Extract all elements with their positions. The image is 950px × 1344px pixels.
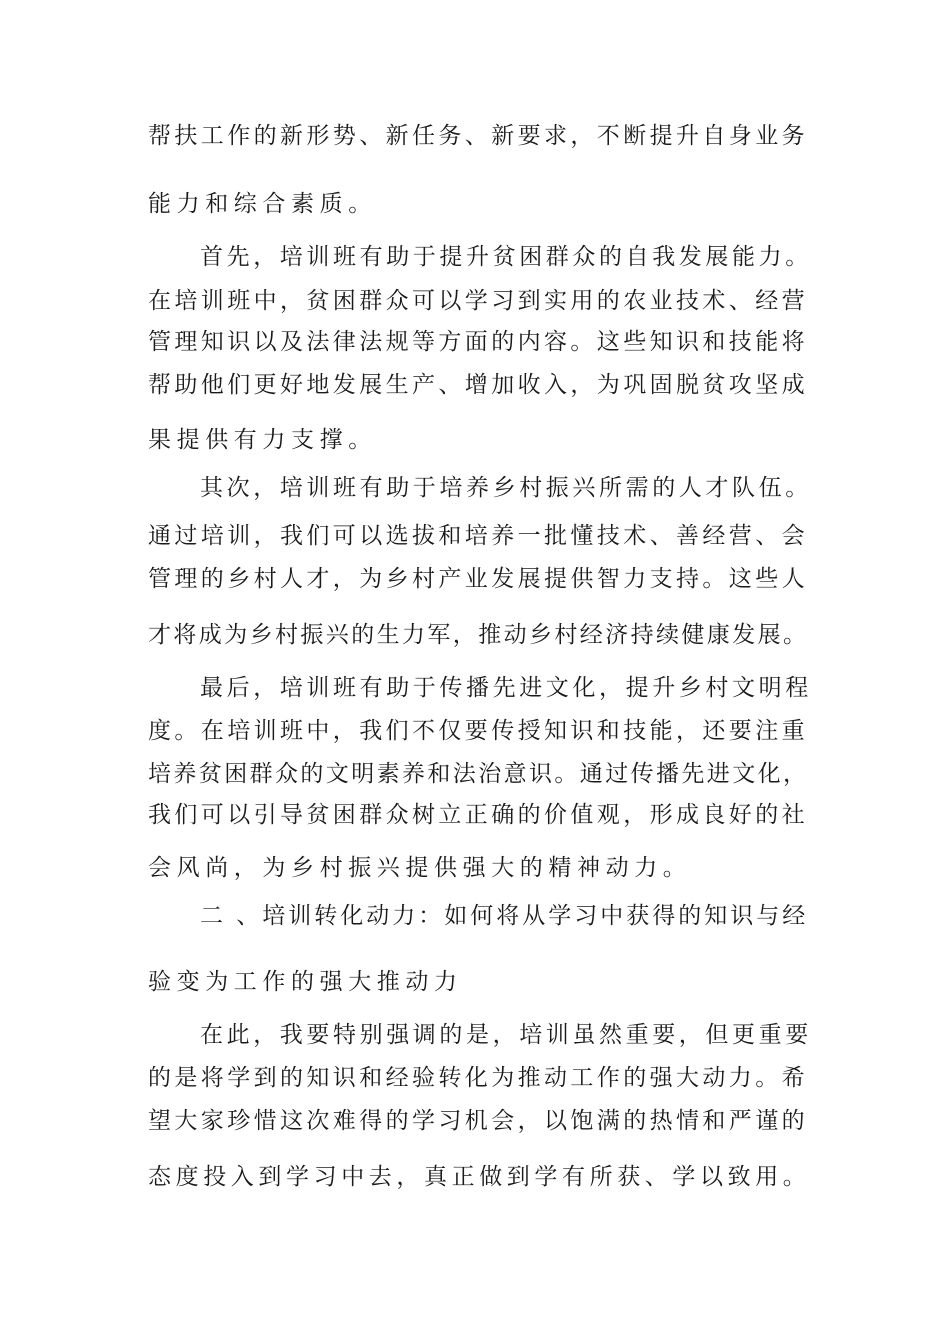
paragraph-first-line: 首先，培训班有助于提升贫困群众的自我发展能力。 bbox=[200, 244, 812, 270]
text-line: 管理知识以及法律法规等方面的内容。这些知识和技能将 bbox=[148, 329, 808, 355]
text-line: 在培训班中，贫困群众可以学习到实用的农业技术、经营 bbox=[148, 288, 808, 314]
text-line: 果提供有力支撑。 bbox=[148, 427, 377, 453]
text-line: 的是将学到的知识和经验转化为推动工作的强大动力。希 bbox=[148, 1065, 808, 1091]
text-line: 通过培训，我们可以选拔和培养一批懂技术、善经营、会 bbox=[148, 523, 808, 549]
text-line: 我们可以引导贫困群众树立正确的价值观，形成良好的社 bbox=[148, 802, 808, 828]
section-heading: 二 、培训转化动力：如何将从学习中获得的知识与经 bbox=[200, 903, 809, 929]
text-line: 态度投入到学习中去，真正做到学有所获、学以致用。 bbox=[148, 1164, 811, 1190]
text-line: 望大家珍惜这次难得的学习机会，以饱满的热情和严谨的 bbox=[148, 1108, 808, 1134]
text-line: 管理的乡村人才，为乡村产业发展提供智力支持。这些人 bbox=[148, 566, 808, 592]
text-line: 培养贫困群众的文明素养和法治意识。通过传播先进文化， bbox=[148, 761, 809, 787]
text-line: 才将成为乡村振兴的生力军，推动乡村经济持续健康发展。 bbox=[148, 622, 809, 648]
text-line: 度。在培训班中，我们不仅要传授知识和技能，还要注重 bbox=[148, 718, 808, 744]
text-line: 会风尚，为乡村振兴提供强大的精神动力。 bbox=[148, 855, 692, 881]
paragraph-first-line: 其次，培训班有助于培养乡村振兴所需的人才队伍。 bbox=[200, 475, 812, 501]
paragraph-first-line: 在此，我要特别强调的是，培训虽然重要，但更重要 bbox=[200, 1022, 812, 1048]
text-line: 帮助他们更好地发展生产、增加收入，为巩固脱贫攻坚成 bbox=[148, 372, 808, 398]
paragraph-first-line: 最后，培训班有助于传播先进文化，提升乡村文明程 bbox=[200, 675, 812, 701]
text-line: 帮扶工作的新形势、新任务、新要求，不断提升自身业务 bbox=[148, 123, 808, 149]
section-heading-continued: 验变为工作的强大推动力 bbox=[148, 969, 463, 995]
text-line: 能力和综合素质。 bbox=[148, 191, 377, 217]
